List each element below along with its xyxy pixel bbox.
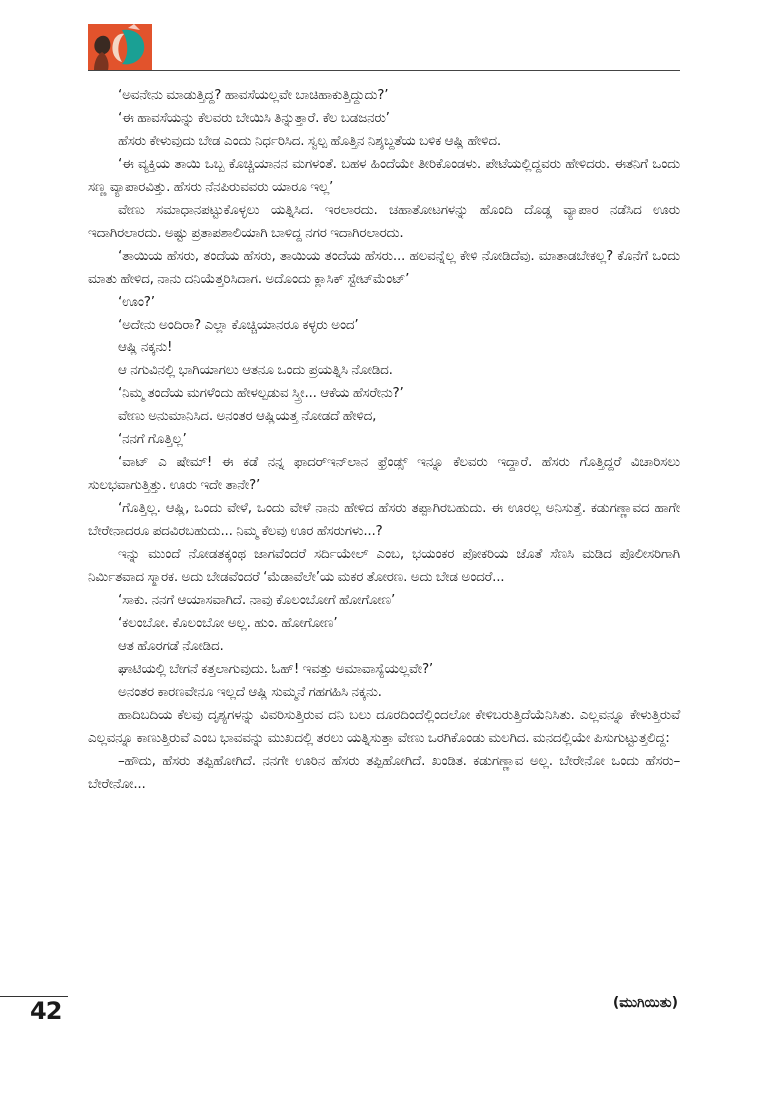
paragraph: ಆ ನಗುವಿನಲ್ಲಿ ಭಾಗಿಯಾಗಲು ಆತನೂ ಒಂದು ಪ್ರಯತ್ನಿಸಿ ನೋಡಿದ.	[118, 362, 393, 379]
paragraph: ‘ತಾಯಿಯ ಹೆಸರು, ತಂದೆಯ ಹೆಸರು, ತಾಯಿಯ ತಂದೆಯ ಹೆಸರು... ಹಲವನ್ನೆಲ್ಲ ಕೇಳಿ ನೋಡಿದೆವು. ಮಾತಾಡಬೇಕಲ್ಲ? ಕೊನೆಗೆ ಒಂದು ಮಾತು ಹೇಳಿದ, ನಾನು ದನಿಯೆತ್ತರಿಸಿದಾಗ. ಅದೊಂದು ಕ್ಲಾಸಿಕ್ ಸ್ಟೇಟ್‌ಮೆಂಟ್’	[88, 247, 680, 287]
paragraph: ‘ನನಗೆ ಗೊತ್ತಿಲ್ಲ’	[118, 431, 187, 448]
paragraph: ಆತ ಹೊರಗಡೆ ನೋಡಿದ.	[118, 637, 224, 654]
paragraph: ‘ಸಾಕು. ನನಗೆ ಆಯಾಸವಾಗಿದೆ. ನಾವು ಕೊಲಂಬೋಗೆ ಹೋಗೋಣ’	[118, 591, 396, 608]
paragraph: ವೇಣು ಸಮಾಧಾನಪಟ್ಟುಕೊಳ್ಳಲು ಯತ್ನಿಸಿದ. ಇರಲಾರದು. ಚಹಾತೋಟಗಳನ್ನು ಹೊಂದಿ ದೊಡ್ಡ ವ್ಯಾಪಾರ ನಡೆಸಿದ ಊರು ಇದಾಗಿರಲಾರದು. ಅಷ್ಟು ಪ್ರತಾಪಶಾಲಿಯಾಗಿ ಬಾಳಿದ್ದ ನಗರ ಇದಾಗಿರಲಾರದು.	[88, 201, 680, 241]
paragraph: ‘ಅದೇನು ಅಂದಿರಾ? ಎಲ್ಲಾ ಕೊಚ್ಚಿಯಾನರೂ ಕಳ್ಳರು ಅಂದ’	[118, 316, 359, 333]
paragraph: ‘ಈ ಹಾವಸೆಯನ್ನು ಕೆಲವರು ಬೇಯಿಸಿ ತಿನ್ನುತ್ತಾರೆ. ಕೆಲ ಬಡಜನರು’	[118, 109, 390, 126]
paragraph: ಘಾಟಿಯಲ್ಲಿ ಬೇಗನೆ ಕತ್ತಲಾಗುವುದು. ಓಹ್! ಇವತ್ತು ಅಮಾವಾಸ್ಯೆಯಲ್ಲವೇ?’	[118, 660, 434, 677]
page-number: 42	[30, 997, 62, 1025]
paragraph: ವೇಣು ಅನುಮಾನಿಸಿದ. ಅನಂತರ ಆಷ್ಲಿಯತ್ತ ನೋಡದೆ ಹೇಳಿದ,	[118, 408, 377, 425]
paragraph: –ಹೌದು, ಹೆಸರು ತಪ್ಪಿಹೋಗಿದೆ. ನನಗೇ ಊರಿನ ಹೆಸರು ತಪ್ಪಿಹೋಗಿದೆ. ಖಂಡಿತ. ಕಡುಗಣ್ಣಾವ ಅಲ್ಲ. ಬೇರೇನೋ ಒಂದು ಹೆಸರು–ಬೇರೇನೋ...	[88, 752, 680, 792]
paragraph: ‘ವಾಟ್ ಎ ಷೇಮ್! ಈ ಕಡೆ ನನ್ನ ಫಾದರ್‌ಇನ್‌ಲಾನ ಫ್ರೆಂಡ್ಸ್ ಇನ್ನೂ ಕೆಲವರು ಇದ್ದಾರೆ. ಹೆಸರು ಗೊತ್ತಿದ್ದರೆ ವಿಚಾರಿಸಲು ಸುಲಭವಾಗುತ್ತಿತ್ತು. ಊರು ಇದೇ ತಾನೇ?’	[88, 454, 680, 494]
paragraph: ‘ಊಂ?’	[118, 293, 155, 310]
end-mark: (ಮುಗಿಯಿತು)	[612, 995, 678, 1011]
paragraph: ‘ಕಲಂಬೋ. ಕೊಲಂಬೋ ಅಲ್ಲ. ಹುಂ. ಹೋಗೋಣ’	[118, 614, 338, 631]
paragraph: ಹಾದಿಬದಿಯ ಕೆಲವು ದೃಶ್ಯಗಳನ್ನು ವಿವರಿಸುತ್ತಿರುವ ದನಿ ಬಲು ದೂರದಿಂದೆಲ್ಲಿಂದಲೋ ಕೇಳಿಬರುತ್ತಿದೆಯೆನಿಸಿತು. ಎಲ್ಲವನ್ನೂ ಕೇಳುತ್ತಿರುವೆ ಎಲ್ಲವನ್ನೂ ಕಾಣುತ್ತಿರುವೆ ಎಂಬ ಭಾವವನ್ನು ಮುಖದಲ್ಲಿ ತರಲು ಯತ್ನಿಸುತ್ತಾ ವೇಣು ಒರಗಿಕೊಂಡು ಮಲಗಿದ. ಮನದಲ್ಲಿಯೇ ಪಿಸುಗುಟ್ಟುತ್ತಲಿದ್ದ:	[88, 706, 680, 746]
top-rule	[88, 70, 680, 71]
paragraph: ಹೆಸರು ಕೇಳುವುದು ಬೇಡ ಎಂದು ನಿರ್ಧರಿಸಿದ. ಸ್ವಲ್ಪ ಹೊತ್ತಿನ ನಿಶ್ಶಬ್ದತೆಯ ಬಳಿಕ ಆಷ್ಲಿ ಹೇಳಿದ.	[118, 132, 501, 149]
paragraph: ಇನ್ನು ಮುಂದೆ ನೋಡತಕ್ಕಂಥ ಜಾಗವೆಂದರೆ ಸರ್ದಿಯೇಲ್ ಎಂಬ, ಭಯಂಕರ ಪೋಕರಿಯ ಜೊತೆ ಸೆಣಸಿ ಮಡಿದ ಪೊಲೀಸರಿಗಾಗಿ ನಿರ್ಮಿತವಾದ ಸ್ಮಾರಕ. ಅದು ಬೇಡವೆಂದರೆ ‘ಮೆಡಾವೆಲೇ’ಯ ಮಕರ ತೋರಣ. ಅದು ಬೇಡ ಅಂದರೆ...	[88, 546, 680, 586]
paragraph: ಆಷ್ಲಿ ನಕ್ಕನು!	[118, 339, 173, 356]
paragraph: ‘ಗೊತ್ತಿಲ್ಲ. ಆಷ್ಲಿ, ಒಂದು ವೇಳೆ, ಒಂದು ವೇಳೆ ನಾನು ಹೇಳಿದ ಹೆಸರು ತಪ್ಪಾಗಿರಬಹುದು. ಈ ಊರಲ್ಲ ಅನಿಸುತ್ತೆ. ಕಡುಗಣ್ಣಾವದ ಹಾಗೇ ಬೇರೇನಾದರೂ ಪದವಿರಬಹುದು... ನಿಮ್ಮ ಕೆಲವು ಊರ ಹೆಸರುಗಳು...?	[88, 500, 680, 540]
paragraph: ‘ಈ ವ್ಯಕ್ತಿಯ ತಾಯಿ ಒಬ್ಬ ಕೊಚ್ಚಿಯಾನನ ಮಗಳಂತೆ. ಬಹಳ ಹಿಂದೆಯೇ ತೀರಿಕೊಂಡಳು. ಪೇಟೆಯಲ್ಲಿದ್ದವರು ಹೇಳಿದರು. ಈತನಿಗೆ ಒಂದು ಸಣ್ಣ ವ್ಯಾಪಾರವಿತ್ತು. ಹೆಸರು ನೆನಪಿರುವವರು ಯಾರೂ ಇಲ್ಲ’	[88, 155, 680, 195]
paragraph: ‘ನಿಮ್ಮ ತಂದೆಯ ಮಗಳೆಂದು ಹೇಳಲ್ಪಡುವ ಸ್ತ್ರೀ... ಆಕೆಯ ಹೆಸರೇನು?’	[118, 385, 404, 402]
paragraph: ‘ಅವನೇನು ಮಾಡುತ್ತಿದ್ದ? ಹಾವಸೆಯಲ್ಲವೇ ಬಾಚಿಹಾಕುತ್ತಿದ್ದುದು?’	[118, 87, 389, 103]
story-text	[88, 84, 680, 796]
magazine-logo-icon	[88, 24, 152, 70]
paragraph: ಅನಂತರ ಕಾರಣವೇನೂ ಇಲ್ಲದೆ ಆಷ್ಲಿ ಸುಮ್ಮನೆ ಗಹಗಹಿಸಿ ನಕ್ಕನು.	[118, 683, 382, 700]
